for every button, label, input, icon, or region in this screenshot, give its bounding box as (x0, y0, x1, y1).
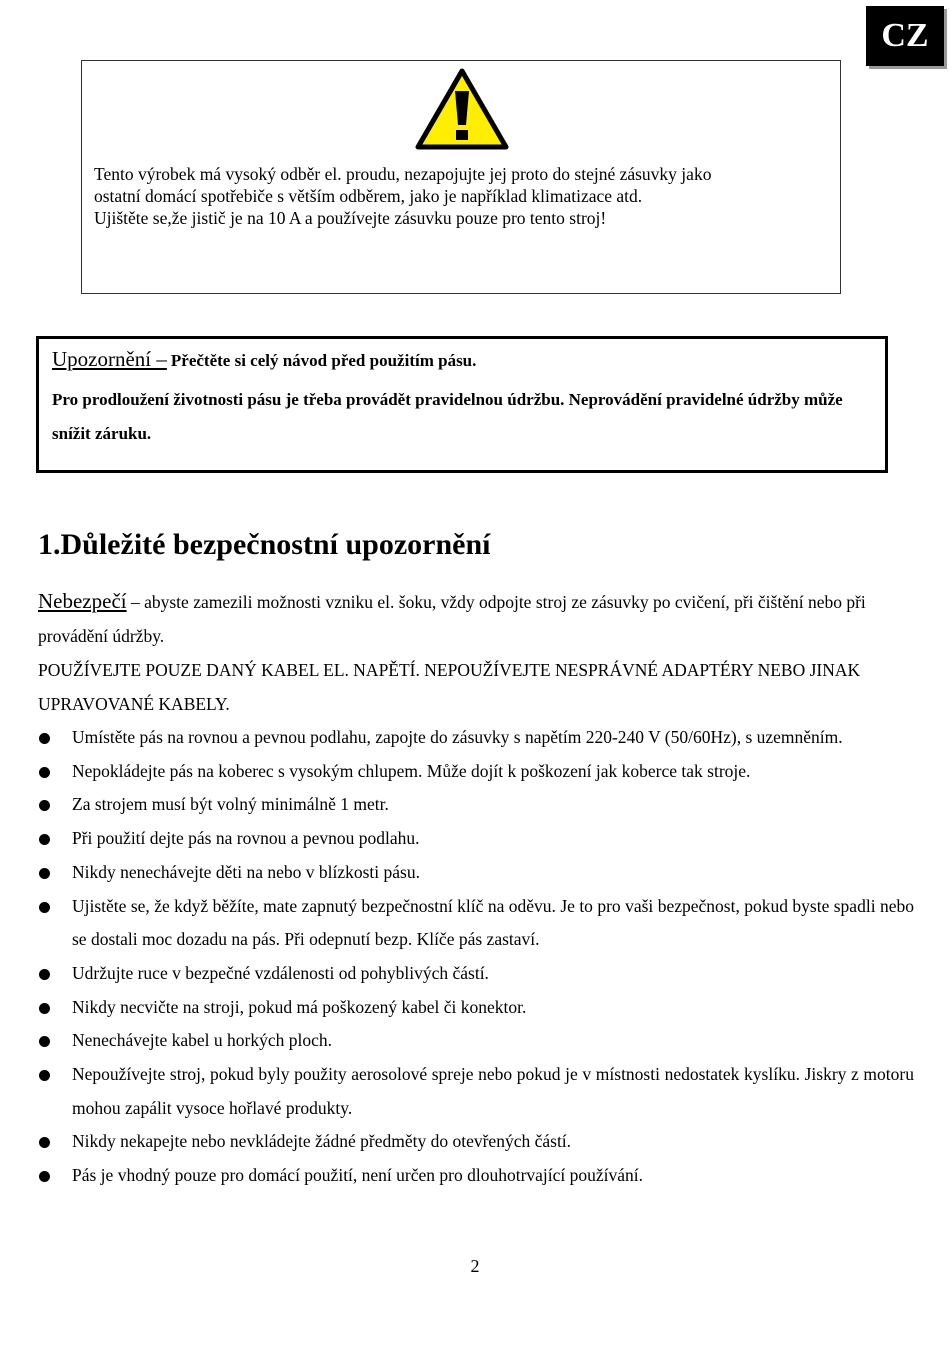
list-item (38, 755, 914, 789)
list-item (38, 788, 914, 822)
list-item-text: Nikdy necvičte na stroji, pokud má poškozený kabel či konektor. (72, 996, 527, 1017)
bullet-icon (39, 969, 50, 980)
warning-line: Tento výrobek má vysoký odběr el. proudu, nezapojujte jej proto do stejné zásuvky jako (94, 164, 712, 184)
notice-body: Pro prodloužení životnosti pásu je třeba provádět pravidelnou údržbu. Neprovádění pravidelné údržby může snížit záruku. (52, 390, 843, 443)
list-item (38, 991, 914, 1025)
list-item (38, 856, 914, 890)
list-item-text: Nepoužívejte stroj, pokud byly použity aerosolové spreje nebo pokud je v místnosti nedostatek kyslíku. Jiskry z motoru mohou zapálit vysoce hořlavé produkty. (72, 1064, 914, 1118)
bullet-icon (39, 800, 50, 811)
warning-triangle-icon (414, 67, 510, 151)
safety-list (38, 721, 914, 1193)
notice-label: Upozornění – (52, 347, 167, 371)
notice-box (36, 336, 888, 473)
list-item-text: Umístěte pás na rovnou a pevnou podlahu, zapojte do zásuvky s napětím 220-240 V (50/60Hz), s uzemněním. (72, 727, 843, 747)
bullet-icon (39, 834, 50, 845)
bullet-icon (39, 902, 50, 913)
bullet-icon (39, 868, 50, 879)
notice-heading-text: Přečtěte si celý návod před použitím pásu. (170, 351, 477, 370)
list-item-text: Při použití dejte pás na rovnou a pevnou podlahu. (72, 828, 420, 849)
danger-text: – abyste zamezili možnosti vzniku el. šoku, vždy odpojte stroj ze zásuvky po cvičení, při čištění nebo při provádění údržby. (38, 592, 866, 646)
cable-warning: POUŽÍVEJTE POUZE DANÝ KABEL EL. NAPĚTÍ. NEPOUŽÍVEJTE NESPRÁVNÉ ADAPTÉRY NEBO JINAK UPRAVOVANÉ KABELY. (38, 660, 861, 714)
warning-box (81, 60, 841, 294)
bullet-icon (39, 1036, 50, 1047)
bullet-icon (39, 1003, 50, 1014)
list-item (38, 822, 914, 856)
notice-heading (52, 347, 476, 372)
warning-text (94, 163, 814, 229)
list-item (38, 1159, 914, 1193)
bullet-icon (39, 1137, 50, 1148)
bullet-icon (39, 767, 50, 778)
bullet-icon (39, 1070, 50, 1081)
list-item (38, 1024, 914, 1058)
list-item-text: Za strojem musí být volný minimálně 1 metr. (72, 794, 389, 815)
list-item-text: Nikdy nenechávejte děti na nebo v blízkosti pásu. (72, 861, 420, 882)
list-item-text: Nenechávejte kabel u horkých ploch. (72, 1030, 332, 1051)
list-item-text: Nikdy nekapejte nebo nevkládejte žádné předměty do otevřených částí. (72, 1131, 572, 1152)
list-item-text: Nepokládejte pás na koberec s vysokým chlupem. Může dojít k poškození jak koberce tak stroje. (72, 760, 751, 781)
list-item-text: Udržujte ruce v bezpečné vzdálenosti od pohyblivých částí. (72, 962, 489, 983)
list-item (38, 890, 914, 957)
list-item-text: Ujistěte se, že když běžíte, mate zapnutý bezpečnostní klíč na oděvu. Je to pro vaši bezpečnost, pokud byste spadli nebo se dostali moc dozadu na pás. Při odepnutí bezp. Klíče pás zastaví. (72, 895, 914, 950)
list-item (38, 957, 914, 991)
bullet-icon (39, 733, 50, 744)
section-title: 1.Důležité bezpečnostní upozornění (38, 528, 491, 561)
list-item (38, 1125, 914, 1159)
page-number: 2 (470, 1256, 480, 1276)
warning-line: Ujištěte se,že jistič je na 10 A a používejte zásuvku pouze pro tento stroj! (94, 208, 607, 228)
bullet-icon (39, 1171, 50, 1182)
danger-label: Nebezpečí (38, 589, 127, 613)
warning-line: ostatní domácí spotřebiče s větším odběrem, jako je například klimatizace atd. (94, 186, 643, 206)
danger-paragraph (38, 584, 914, 653)
list-item-text: Pás je vhodný pouze pro domácí použití, není určen pro dlouhotrvající používání. (72, 1165, 644, 1186)
list-item (38, 721, 914, 755)
list-item (38, 1058, 914, 1125)
language-badge: CZ (866, 6, 944, 66)
